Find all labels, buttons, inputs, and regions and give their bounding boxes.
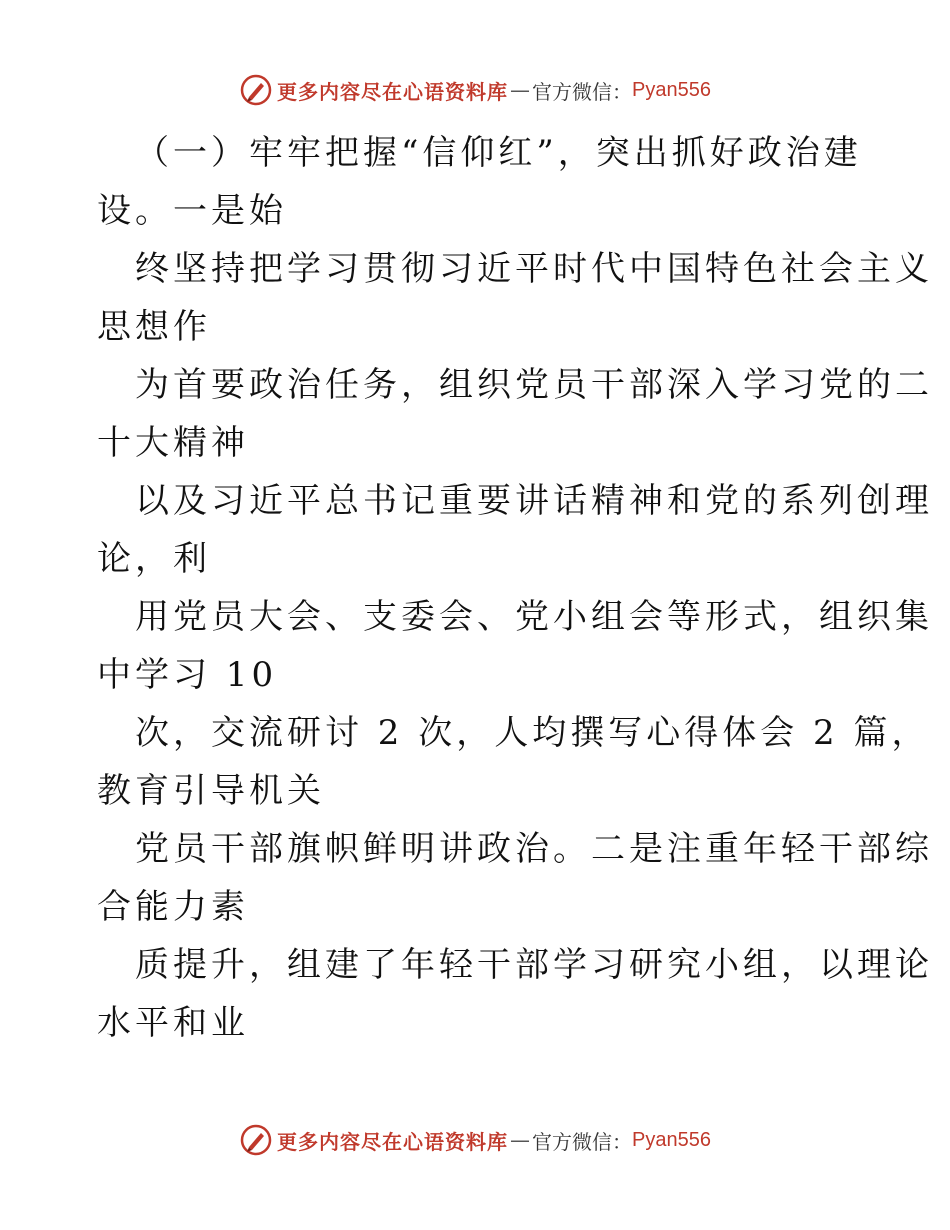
pen-logo-icon xyxy=(239,1123,273,1157)
text-line: 思想作 xyxy=(97,307,211,347)
pen-logo-icon xyxy=(239,73,273,107)
text-line: 中学习 10 xyxy=(97,655,278,695)
document-body xyxy=(97,124,933,1052)
text-line: 以及习近平总书记重要讲话精神和党的系列创理 xyxy=(135,481,933,521)
text-line: 次，交流研讨 2 次，人均撰写心得体会 2 篇， xyxy=(135,713,930,753)
banner-wechat-label: 官方微信： xyxy=(532,1129,633,1154)
text-line: 终坚持把学习贯彻习近平时代中国特色社会主义 xyxy=(135,249,933,289)
footer-watermark xyxy=(0,1120,950,1160)
header-watermark xyxy=(0,70,950,110)
text-line: 合能力素 xyxy=(97,887,249,927)
text-line: 用党员大会、支委会、党小组会等形式，组织集 xyxy=(135,597,933,637)
banner-wechat-label: 官方微信： xyxy=(532,79,633,104)
text-line: 水平和业 xyxy=(97,1003,249,1043)
text-line: 十大精神 xyxy=(97,423,249,463)
text-line: 为首要政治任务，组织党员干部深入学习党的二 xyxy=(135,365,933,405)
banner-brand: 更多内容尽在心语资料库 xyxy=(277,79,509,104)
text-line: 设。一是始 xyxy=(97,191,287,231)
banner-brand: 更多内容尽在心语资料库 xyxy=(277,1129,509,1154)
banner-dash: — xyxy=(510,1128,531,1152)
banner-wechat-id: Pyan556 xyxy=(632,78,711,101)
banner-dash: — xyxy=(510,78,531,102)
text-line: 质提升，组建了年轻干部学习研究小组，以理论 xyxy=(135,945,933,985)
banner-wechat-id: Pyan556 xyxy=(632,1128,711,1151)
text-line: （一）牢牢把握“信仰红”，突出抓好政治建 xyxy=(135,133,862,173)
text-line: 论，利 xyxy=(97,539,211,579)
text-line: 党员干部旗帜鲜明讲政治。二是注重年轻干部综 xyxy=(135,829,933,869)
text-line: 教育引导机关 xyxy=(97,771,325,811)
